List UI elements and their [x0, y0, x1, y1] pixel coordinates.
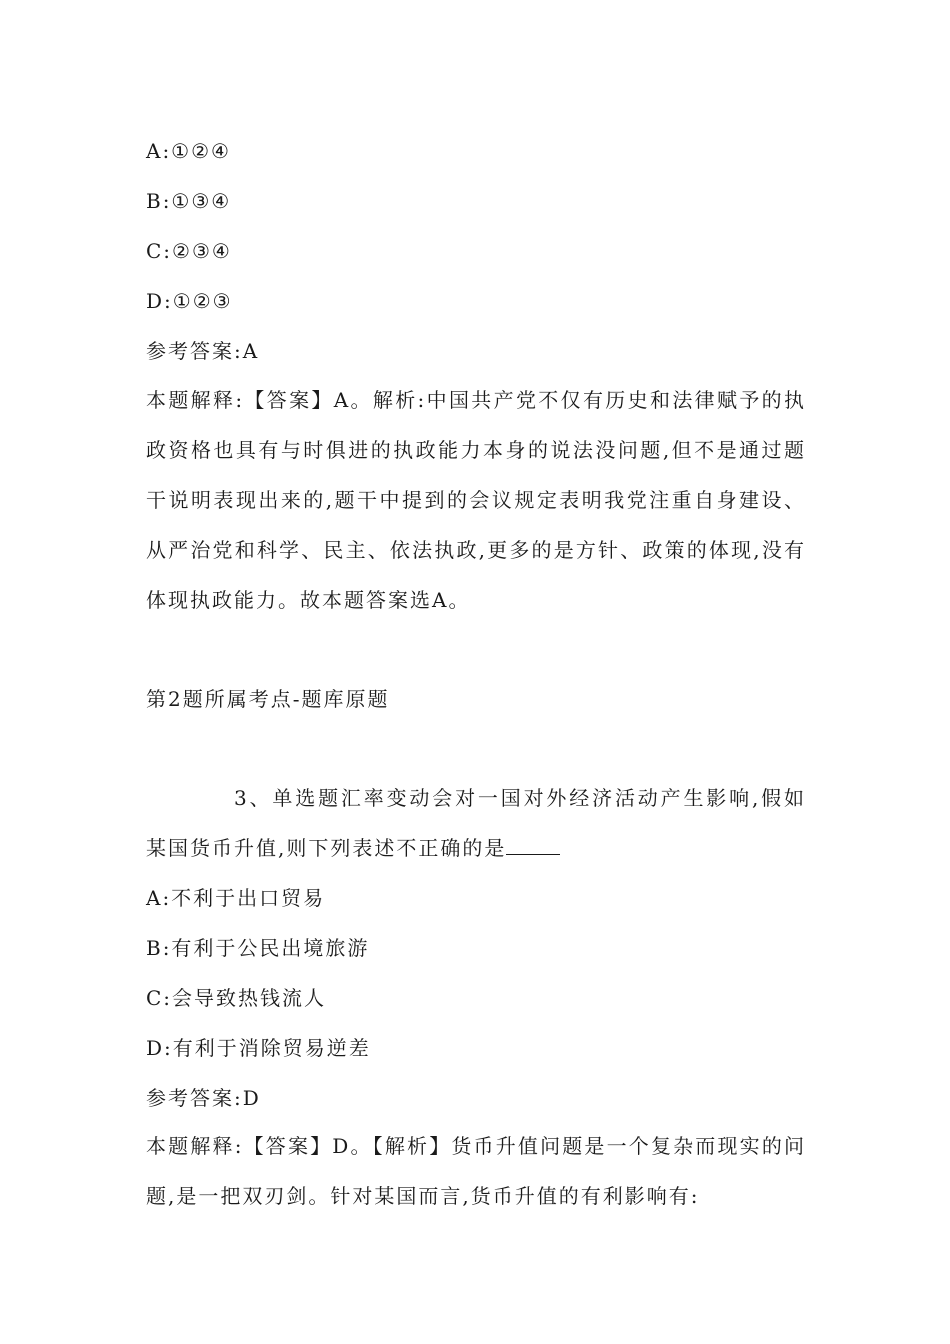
q3-question-text: 3、单选题汇率变动会对一国对外经济活动产生影响,假如某国货币升值,则下列表述不正确的是 [146, 786, 806, 860]
q2-answer: 参考答案:A [146, 339, 260, 363]
q3-option-c: C:会导致热钱流人 [146, 986, 327, 1010]
q3-option-b: B:有利于公民出境旅游 [146, 936, 370, 960]
q2-option-a: A:①②④ [146, 139, 231, 163]
q2-option-d: D:①②③ [146, 289, 233, 313]
q3-option-a: A:不利于出口贸易 [146, 886, 326, 910]
answer-blank [506, 836, 560, 855]
q2-explanation: 本题解释:【答案】A。解析:中国共产党不仅有历史和法律赋予的执政资格也具有与时俱进的执政能力本身的说法没问题,但不是通过题干说明表现出来的,题干中提到的会议规定表明我党注重自身建设、从严治党和科学、民主、依法执政,更多的是方针、政策的体现,没有体现执政能力。故本题答案选A。 [146, 388, 806, 612]
q2-topic: 第2题所属考点-题库原题 [146, 687, 390, 711]
q3-option-d: D:有利于消除贸易逆差 [146, 1036, 371, 1060]
q2-option-c: C:②③④ [146, 239, 232, 263]
q2-option-b: B:①③④ [146, 189, 232, 213]
q3-question [146, 773, 806, 873]
q3-answer: 参考答案:D [146, 1086, 261, 1110]
q3-explanation: 本题解释:【答案】D。【解析】货币升值问题是一个复杂而现实的问题,是一把双刃剑。针对某国而言,货币升值的有利影响有: [146, 1134, 806, 1208]
